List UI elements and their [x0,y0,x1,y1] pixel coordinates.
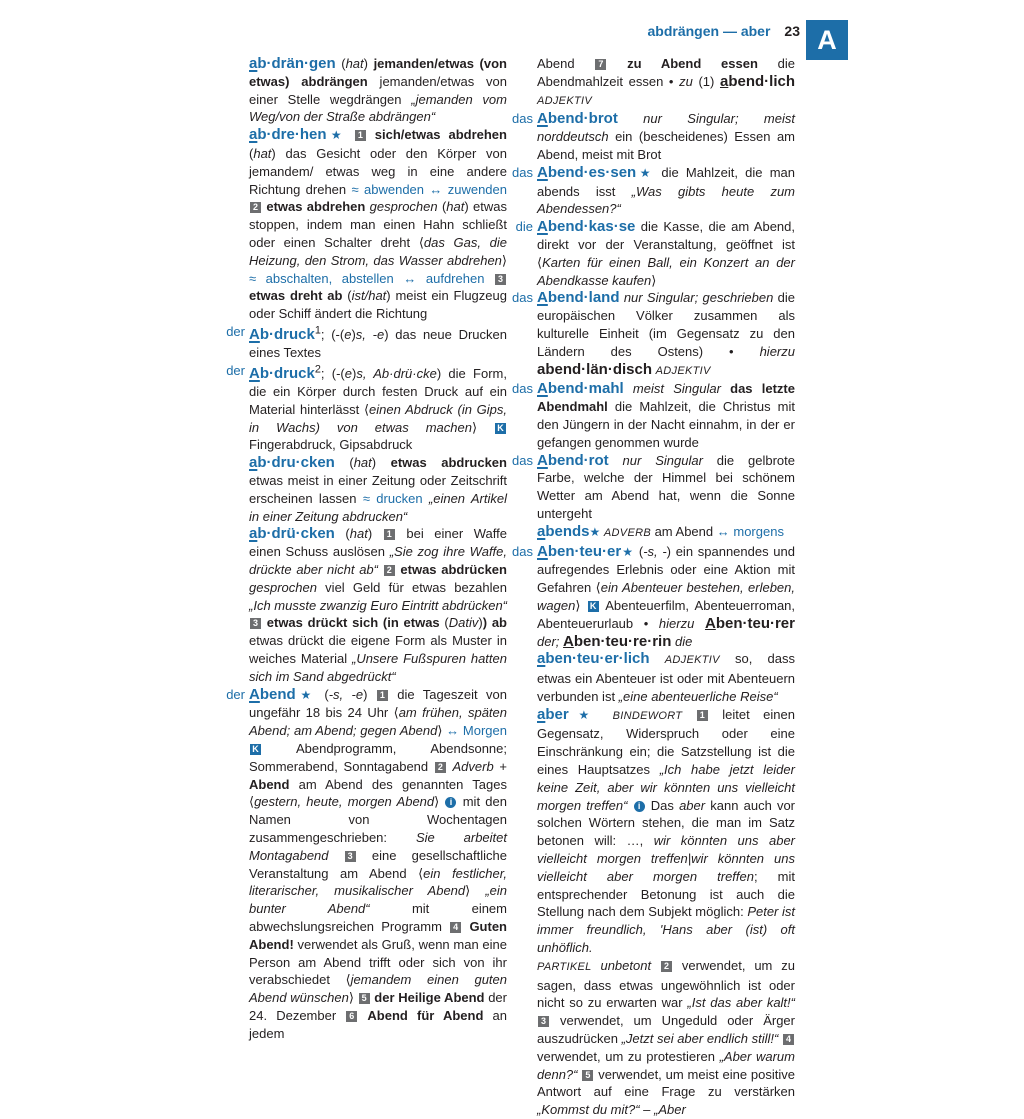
entry-article: das [512,164,533,180]
entry-text: Ab·druck$^1$; (-(e)s, -e) das neue Drucken eines Textes [249,324,507,361]
entry-text: abends★ ADVERB am Abend ↔ morgens [537,522,784,540]
entry-article: das [512,543,533,559]
entry-text: Abend·kas·se die Kasse, die am Abend, direkt vor der Veranstaltung, geöffnet ist ⟨Karten für einen Ball, ein Konzert an der Abendkasse kaufen⟩ [537,218,795,288]
entry-text: ab·dru·cken (hat) etwas abdrucken etwas meist in einer Zeitung oder Zeitschrift erscheinen lassen ≈ drucken „einen Artikel in einer Zeitung abdrucken“ [249,454,507,524]
entry-article: der [226,686,245,702]
entry-article: die [515,219,533,235]
entry-article: der [226,362,245,378]
dictionary-entry [537,650,795,705]
entry-text: Abend·land nur Singular; geschrieben die europäischen Völker zusammen als kulturelle Einheit (im Gegensatz zu den Ländern des Ostens) • hierzu abend·län·disch ADJEKTIV [537,289,795,378]
dictionary-entry [226,685,508,1043]
dictionary-entry [512,163,796,218]
dictionary-entry [512,289,795,380]
entry-text: Abend·es·sen★ die Mahlzeit, die man abends isst „Was gibts heute zum Abendessen?“ [537,163,796,217]
entry-text: Abend·rot nur Singular die gelbrote Farbe, welche der Himmel bei schönem Wetter am Abend hat, wenn die Sonne untergeht [537,451,795,521]
dictionary-entry [512,451,795,523]
dictionary-entry [226,323,507,362]
entry-article: das [512,290,533,306]
dictionary-entry [537,706,795,957]
entry-article: das [512,111,533,127]
entry-text: Abend★ (-s, -e) 1 die Tageszeit von ungefähr 18 bis 24 Uhr ⟨am frühen, späten Abend; am Abend; gegen Abend⟩ ↔ Morgen K Abendprogramm, Abendsonne; Sommerabend, Sonntagabend 2 Adverb + Abend am Abend des genannten Tages ⟨gestern, heute, morgen Abend⟩ i mit den Namen von Wochentagen zusammengeschrieben: Sie arbeitet Montagabend 3 eine gesellschaftliche Veranstaltung am Abend ⟨ein festlicher, literarischer, musikalischer Abend⟩ „ein bunter Abend“ mit einem abwechslungsreichen Programm 4 Guten Abend! verwendet als Gruß, wenn man eine Person am Abend trifft oder sich von ihr verabschiedet ⟨jemandem einen guten Abend wünschen⟩ 5 der Heilige Abend der 24. Dezember 6 Abend für Abend an jedem [249,685,508,1041]
entry-article: das [512,452,533,468]
entry-article: das [512,381,533,397]
entry-text: PARTIKEL unbetont 2 verwendet, um zu sagen, dass etwas ungewöhnlich ist oder nicht so zu erwarten war „Ist das aber kalt!“ 3 verwendet, um Ungeduld oder Ärger auszudrücken „Jetzt sei aber endlich still!“ 4 verwendet, um zu protestieren „Aber warum denn?“ 5 verwendet, um meist eine positive Antwort auf eine Frage zu verstärken „Kommst du mit?“ – „Aber [537,957,795,1118]
left-column [226,55,508,1042]
dictionary-entry [512,542,796,651]
dictionary-entry [249,126,507,323]
dictionary-entry [249,55,507,126]
entry-text: Abend·brot nur Singular; meist norddeutsch ein (bescheidenes) Essen am Abend, meist mit Brot [537,110,795,162]
dictionary-entry [537,957,795,1119]
entry-text: ab·dre·hen★ 1 sich/etwas abdrehen (hat) das Gesicht oder den Körper von jemandem/ etwas weg in eine andere Richtung drehen ≈ abwenden ↔ zuwenden 2 etwas abdrehen gesprochen (hat) etwas stoppen, indem man einen Hahn schließt oder einen Schalter dreht ⟨das Gas, die Heizung, den Strom, das Wasser abdrehen⟩ ≈ abschalten, abstellen ↔ aufdrehen 3 etwas dreht ab (ist/hat) meist ein Flugzeug oder Schiff ändert die Richtung [249,126,507,322]
right-column [512,55,796,1119]
entry-article: der [226,323,245,339]
entry-text: Abend·mahl meist Singular das letzte Abendmahl die Mahlzeit, die Christus mit den Jüngern in der Nacht einnahm, in der er gefangen genommen wurde [537,380,795,450]
dictionary-entry [249,525,507,685]
page-number: 23 [784,23,800,39]
dictionary-entry [249,454,507,525]
entry-text: ab·drü·cken (hat) 1 bei einer Waffe einen Schuss auslösen „Sie zog ihre Waffe, drückte aber nicht ab“ 2 etwas abdrücken gesprochen viel Geld für etwas bezahlen „Ich musste zwanzig Euro Eintritt abdrücken“ 3 etwas drückt sich (in etwas (Dativ)) ab etwas drückt die eigene Form als Muster in weiches Material „Unsere Fußspuren hatten sich im Sand abgedrückt“ [249,525,508,684]
header-word-range: abdrängen — aber [647,23,771,39]
dictionary-entry [537,523,795,543]
entry-text: aber★ BINDEWORT 1 leitet einen Gegensatz, Widerspruch oder eine Einschränkung ein; die Satzstellung ist die eines Hauptsatzes „Ich habe jetzt leider keine Zeit, aber wir könnten uns vielleicht morgen treffen“ i Das aber kann auch vor solchen Wörtern stehen, die man im Satz betonen will: …, wir könnten uns aber vielleicht morgen treffen|wir könnten uns vielleicht aber morgen treffen; mit entsprechender Betonung ist auch die Stellung nach dem Subjekt möglich: Peter ist immer freundlich, 'Hans aber (ist) oft unhöflich. [537,705,796,956]
dictionary-entry [515,218,795,289]
dictionary-entry [226,362,508,454]
entry-text: Abend 7 zu Abend essen die Abendmahlzeit essen • zu (1) abend·lich ADJEKTIV [537,56,796,107]
letter-tab: A [806,20,848,60]
dictionary-entry [512,380,795,451]
entry-text: aben·teu·er·lich ADJEKTIV so, dass etwas ein Abenteuer ist oder mit Abenteuern verbunden ist „eine abenteuerliche Reise“ [537,650,795,704]
entry-text: ab·drän·gen (hat) jemanden/etwas (von etwas) abdrängen jemanden/etwas von einer Stelle wegdrängen „jemanden vom Weg/von der Straße abdrängen“ [249,55,507,125]
entry-text: Ab·druck$^2$; (-(e)s, Ab·drü·cke) die Form, die ein Körper durch festen Druck auf ein Material hinterlässt ⟨einen Abdruck (in Gips, in Wachs) von etwas machen⟩ K Fingerabdruck, Gipsabdruck [249,363,508,453]
dictionary-entry [537,55,795,110]
dictionary-entry [512,110,795,163]
running-header [648,20,801,42]
entry-text: Aben·teu·er★ (-s, -) ein spannendes und aufregendes Erlebnis oder eine Aktion mit Gefahren ⟨ein Abenteuer bestehen, erleben, wagen⟩ K Abenteuerfilm, Abenteuerroman, Abenteuerurlaub • hierzu Aben·teu·rer der; Aben·teu·re·rin die [537,542,796,650]
